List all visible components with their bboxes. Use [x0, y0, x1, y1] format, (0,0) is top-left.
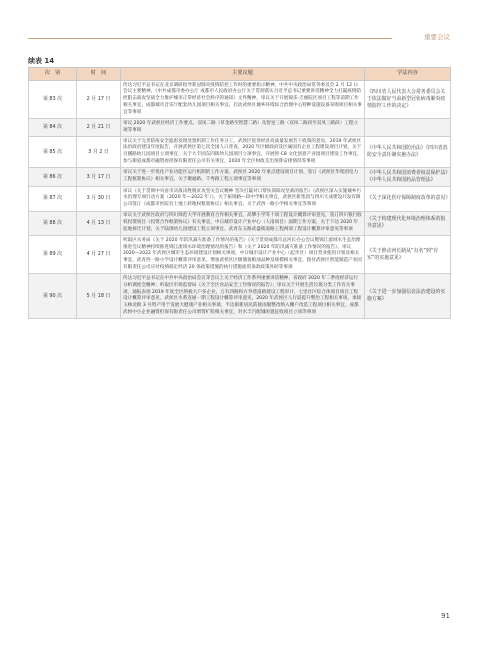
row-date: 5 月 18 日 [77, 274, 121, 319]
row-law: 《关于进一步加强信访法治建设的实施方案》 [365, 274, 451, 319]
row-law: 《四川省人民代表大会常务委员会关于依法做好当前新型冠状病毒肺炎疫情防控工作的决定》 [365, 81, 451, 119]
column-header-law: 学法内容 [365, 68, 451, 81]
row-law: 《中华人民共和国防治法》《四川省消防安全责任制实施办法》 [365, 136, 451, 167]
row-topic: 听取区水务局《关于 2020 年防汛减灾准备工作情况的报告》《关于贯彻成都市总河长办公会议暨锦江流域水生态治理推进会议精神持续推进锦江流域水环境治理情况的报告》和《关于 2020 年防汛减灾准备工作情况的报告》，审议 2020—2022 年武侯区城市生态环境建设计划相关事项，中日城市设计产业中心（起步区）项目营业使用计划及相关事宜，武青西一路小学设计概算评审意见、增加武侯区区级储备粮油品种及规模相关事宜，拨付武侯区智能制造产业园有限责任公司应对疫情稳定经济 20 条政策措施的执行措施面贸条款政策补助等事项 [121, 236, 365, 274]
row-law: 《中华人民共和国消费者权益保护法》《中华人民共和国药品管理法》 [365, 168, 451, 187]
row-seq: 第 89 次 [29, 236, 77, 274]
row-date: 2 月 21 日 [77, 119, 121, 137]
row-law [365, 119, 451, 137]
meetings-table [28, 67, 451, 319]
table-row [29, 274, 451, 319]
table-row [29, 236, 451, 274]
row-seq: 第 84 次 [29, 119, 77, 137]
row-law: 《关于推动河长制从“有名”到“有实”的实施意见》 [365, 236, 451, 274]
header-rule [28, 38, 392, 39]
table-row [29, 119, 451, 137]
row-seq: 第 86 次 [29, 168, 77, 187]
row-date: 2 月 17 日 [77, 81, 121, 119]
row-topic: 传达习近平总书记在中共中央政治局会议等会议上关于经济工作系列重要讲话精神、省政府 2020 年二季度经济运行分析调度会精神；听取区市场监督局《关于全区食品安全工作情况的报告》；审议关于开展生活垃圾分类工作有关事项，通报表扬 2019 年度全区纳税大户多企业，万有四路和方寿巷道路建设工程审计，七里社区综合体项目项目工程设计概算评审意见，武侯区水系连通一期工程设计概算评审意见、2020 年武侯区人行道提升整治工程相关事项，承接玉林北街 3 号资产用于发展大健康产业相关事项，半边街新居民防接雨服整改纳入棚户改造工程项目相关事宜，成都武侯中小企业融资担保有限责任公司增资扩股相关事宜，对水丰汽配城闲置征收项目立项等事项 [121, 274, 365, 319]
table-row [29, 187, 451, 212]
row-law: 《关于深化医疗保障制度改革的意见》 [365, 187, 451, 212]
table-row [29, 81, 451, 119]
table-header-row [29, 68, 451, 81]
row-date: 4 月 13 日 [77, 211, 121, 236]
row-seq: 第 90 次 [29, 274, 77, 319]
row-topic: 审议关于武侯区政府与四川师范大学开展教育合作相关事宜，高攀小学等十项工程设计概算评审意见，签订四川银行股权投资项目《投资合作框架协议》有关事宜、中日城市设计产业中心（人南项目）面期工作方案，关于下达 2020 年征地拆迁计划，关于陆围幼儿园建设工程立项事宜，武青东五路武盛街道路工程两项工程设计概算评审意见等事项 [121, 211, 365, 236]
column-header-topic: 主要议题 [121, 68, 365, 81]
row-date: 4 月 27 日 [77, 236, 121, 274]
row-seq: 第 88 次 [29, 211, 77, 236]
table-caption: 续表 14 [28, 57, 55, 65]
row-topic: 审议关于进一步优化产业功能区运行机制的工作方案、武侯区 2020 年重点建设项目计划、签订《武侯区华集团电力工程框架协议》相关事宜、关于聚福路、千秀路工程立项事宜等事项 [121, 168, 365, 187]
table-row [29, 136, 451, 167]
table-row [29, 211, 451, 236]
table-row [29, 168, 451, 187]
row-topic: 传达习近平总书记在北京调研指导新冠肺炎疫情防控工作时的重要指示精神，中共中央政治局常务委员会 2 月 12 日会议主要精神，《中共成都市委办公厅 成都市人民政府办公厅关于贯彻落实习近平总书记重要讲话精神全力打赢疫情防控阻击战攻坚战全力推护城市正常经济社会秩序的通知》文件精神，审议关于开展锦乐·吉丽院区项目工程等前期工作相关事宜、成都城市音乐厅配套幼儿园项目相关事宜、启动武侯区城乡环境综合治理中心特种设施设备采购项目相关事宜等事项 [121, 81, 365, 119]
row-topic: 审议 2020 年武侯区经济工作要点、双凤二路（草金路至智慧二路）及智星三路（双凤二路段至双凤三路段）工程立项等事项 [121, 119, 365, 137]
row-seq: 第 83 次 [29, 81, 77, 119]
section-title: 重要会议 [424, 33, 450, 41]
row-seq: 第 87 次 [29, 187, 77, 212]
row-seq: 第 85 次 [29, 136, 77, 167]
running-header [28, 32, 450, 45]
column-header-seq: 次 别 [29, 68, 77, 81]
row-date: 3 月 2 日 [77, 136, 121, 167]
row-topic: 审议《关于贯彻中央省市决战决胜脱贫攻坚关会议精神 坚决打赢对口帮扶简阳攻坚战的报告》《武侯区深入实施城乡污水治理专项行动方案（2020 年—2022 年）》，关于振锦路—段中学相关事宜，武侯区新集团与四川大成建设开发有限公司签订《成都市医院有土地上转地权框架协议》相关事宜，关于武西一路小学相关事宜等事项 [121, 187, 365, 212]
row-topic: 审议关于完善防疫安全隐患发现处置机制工作任务分工，武侯区促进经济高质量发展若干政策的意见，2019 年武侯区法治政府建设年度报告，开展武侯区第七次全国人口普查，2020 年区级政府及区属国有企业工程建设项目计划，关于百播路幼儿园项目立项事宜，关于大丰园东四街幼儿园项目立项事宜，开展智·C8 文化创意产业园项目建设工作事宜，参与街道成都市融资再担保有限责任公司有关事宜，2020 年全区财政支出预算安排情况等事项 [121, 136, 365, 167]
page-number: 91 [441, 612, 450, 620]
row-law: 《关于构建现代化环境治理体系的指导意见》 [365, 211, 451, 236]
row-date: 3 月 30 日 [77, 187, 121, 212]
column-header-time: 时 间 [77, 68, 121, 81]
row-date: 3 月 17 日 [77, 168, 121, 187]
